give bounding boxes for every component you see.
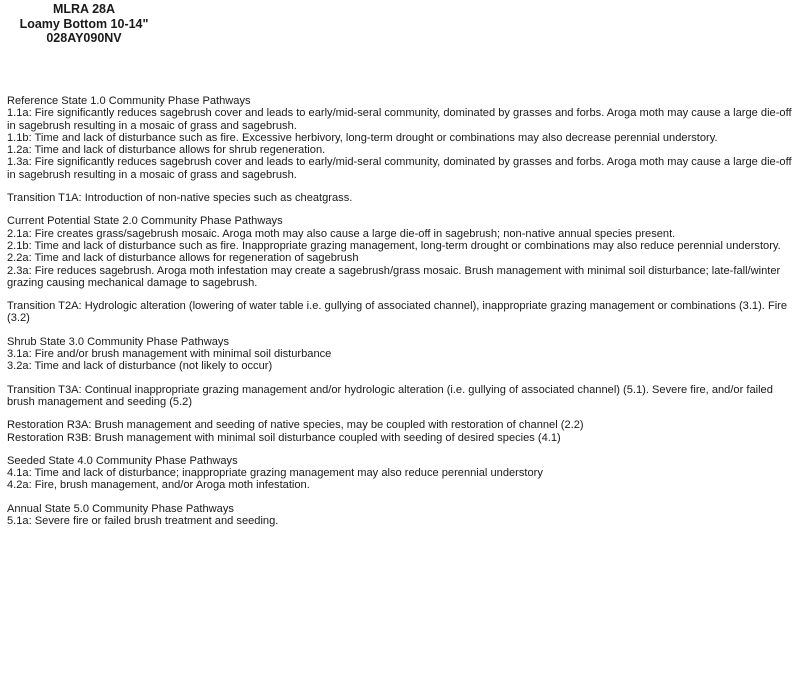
section-transition-t2a: [7, 300, 797, 325]
section-title: Reference State 1.0 Community Phase Pathways: [7, 95, 251, 107]
document-header: [0, 2, 168, 46]
pathway-item: 3.1a: Fire and/or brush management with minimal soil disturbance: [7, 348, 332, 361]
pathway-item: 2.1b: Time and lack of disturbance such as fire. Inappropriate grazing management, long-term drought or combinations may also reduce perennial understory.: [7, 239, 781, 252]
pathway-descriptions: [7, 95, 797, 538]
section-reference-state: [7, 95, 797, 181]
section-title: Seeded State 4.0 Community Phase Pathways: [7, 454, 238, 467]
section-transition-t3a: [7, 384, 797, 409]
section-title: Transition T1A: Introduction of non-native species such as cheatgrass.: [7, 192, 353, 205]
section-shrub-state: [7, 336, 797, 373]
mlra-title: MLRA 28A: [52, 2, 116, 16]
pathway-item: 4.1a: Time and lack of disturbance; inappropriate grazing management may also reduce perennial understory: [7, 467, 543, 480]
section-title: Shrub State 3.0 Community Phase Pathways: [7, 335, 229, 348]
pathway-item: 1.2a: Time and lack of disturbance allows for shrub regeneration.: [7, 144, 326, 157]
pathway-item: 2.2a: Time and lack of disturbance allows for regeneration of sagebrush: [7, 252, 359, 265]
section-title: Transition T3A: Continual inappropriate grazing management and/or hydrologic alteration (i.e. gullying of associated channel) (5.1). Severe fire, and/or failed brush management and seeding (5.2): [7, 383, 773, 408]
site-id: 028AY090NV: [46, 31, 122, 45]
pathway-item: 1.1a: Fire significantly reduces sagebrush cover and leads to early/mid-seral community, dominated by grasses and forbs. Aroga moth may cause a large die-off in sagebrush resulting in a mosaic of grass and sagebrush.: [7, 107, 792, 132]
pathway-item: 3.2a: Time and lack of disturbance (not likely to occur): [7, 360, 273, 373]
pathway-item: 1.3a: Fire significantly reduces sagebrush cover and leads to early/mid-seral community, dominated by grasses and forbs. Aroga moth may cause a large die-off in sagebrush resulting in a mosaic of grass and sagebrush.: [7, 156, 792, 181]
section-annual-state: [7, 503, 797, 528]
restoration-r3b: Restoration R3B: Brush management with minimal soil disturbance coupled with seeding of desired species (4.1): [7, 431, 561, 444]
section-title: Current Potential State 2.0 Community Phase Pathways: [7, 215, 283, 228]
site-name: Loamy Bottom 10-14": [19, 16, 149, 31]
section-restoration: [7, 419, 797, 444]
section-transition-t1a: [7, 192, 797, 204]
pathway-item: 2.3a: Fire reduces sagebrush. Aroga moth infestation may create a sagebrush/grass mosaic. Brush management with minimal soil disturbance; late-fall/winter grazing causing mechanical damage to sagebrush.: [7, 264, 781, 289]
restoration-r3a: Restoration R3A: Brush management and seeding of native species, may be coupled with restoration of channel (2.2): [7, 419, 584, 432]
section-title: Annual State 5.0 Community Phase Pathways: [7, 502, 234, 515]
pathway-item: 1.1b: Time and lack of disturbance such as fire. Excessive herbivory, long-term drought or combinations may also decrease perennial understory.: [7, 131, 718, 144]
pathway-item: 4.2a: Fire, brush management, and/or Aroga moth infestation.: [7, 479, 310, 492]
section-current-potential-state: [7, 215, 797, 289]
pathway-item: 5.1a: Severe fire or failed brush treatment and seeding.: [7, 515, 279, 528]
section-seeded-state: [7, 455, 797, 492]
section-title: Transition T2A: Hydrologic alteration (lowering of water table i.e. gullying of associated channel), inappropriate grazing management or combinations (3.1). Fire (3.2): [7, 300, 788, 325]
pathway-item: 2.1a: Fire creates grass/sagebrush mosaic. Aroga moth may also cause a large die-off in sagebrush; non-native annual species present.: [7, 227, 676, 240]
